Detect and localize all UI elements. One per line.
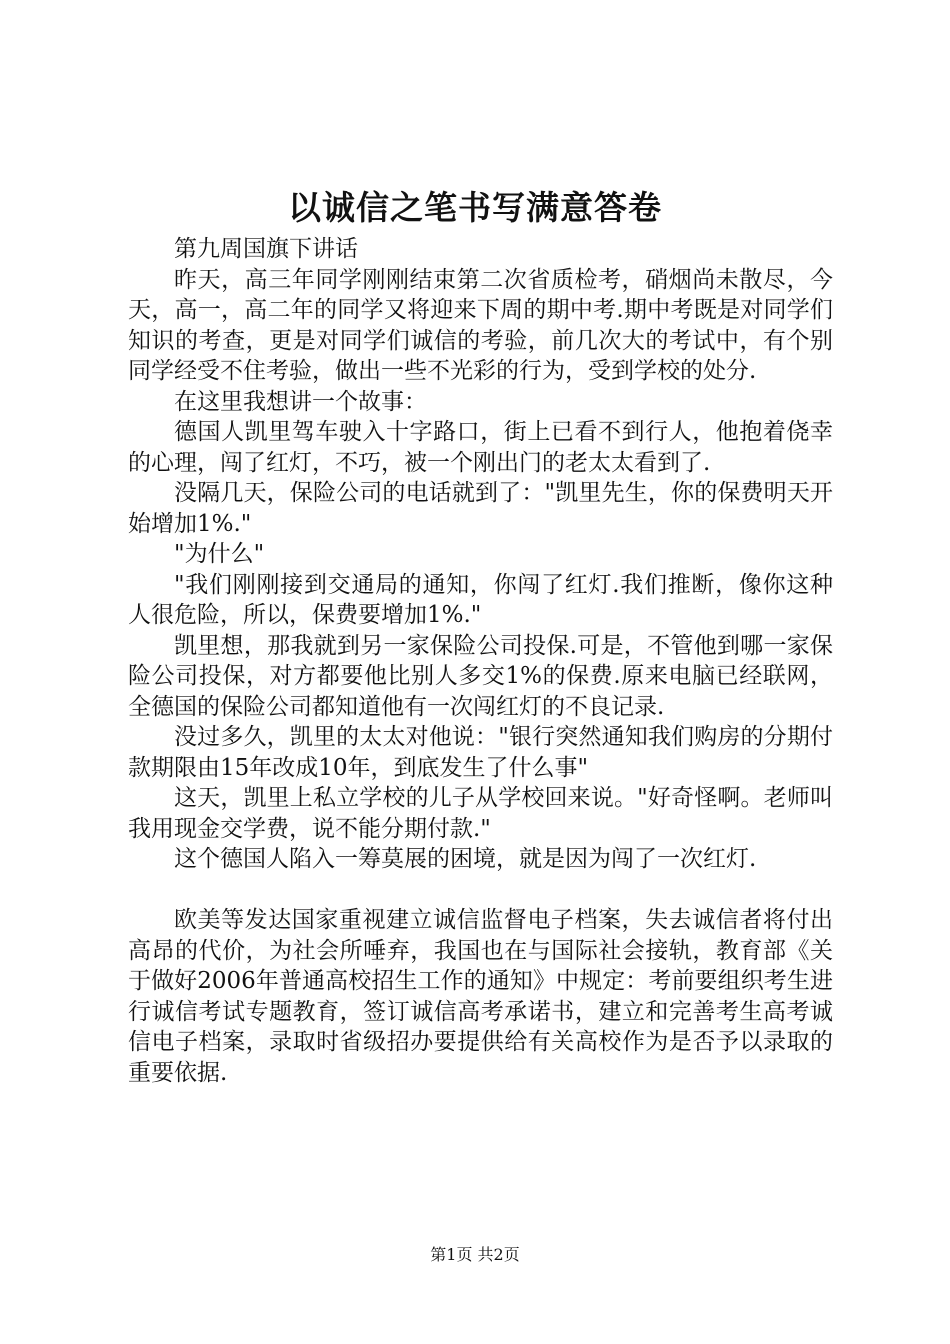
paragraph-story-intro: 在这里我想讲一个故事：: [174, 388, 427, 415]
paragraph-insurance-reason: "我们刚刚接到交通局的通知，你闯了红灯.我们推断，像你这种人很危险，所以，保费要增加1%.": [128, 571, 833, 628]
paragraph-school-fees: 这天，凯里上私立学校的儿子从学校回来说。"好奇怪啊。老师叫我用现金交学费，说不能分期付款.": [128, 785, 833, 842]
paragraph-bank-notice: 没过多久，凯里的太太对他说："银行突然通知我们购房的分期付款期限由15年改成10年，到底发生了什么事": [128, 724, 833, 781]
page-number-footer: 第1页 共2页: [430, 1245, 520, 1264]
paragraph-speech-heading: 第九周国旗下讲话: [174, 236, 358, 262]
paragraph-integrity-records: 欧美等发达国家重视建立诚信监督电子档案，失去诚信者将付出高昂的代价，为社会所唾弃，我国也在与国际社会接轨，教育部《关于做好2006年普通高校招生工作的通知》中规定：考前要组织考生进行诚信考试专题教育，签订诚信高考承诺书，建立和完善考生高考诚信电子档案，录取时省级招办要提供给有关高校作为是否予以录取的重要依据.: [128, 907, 833, 1086]
paragraph-insurance-call: 没隔几天，保险公司的电话就到了："凯里先生，你的保费明天开始增加1%.": [128, 480, 833, 537]
paragraph-story-conclusion: 这个德国人陷入一筹莫展的困境，就是因为闯了一次红灯.: [174, 846, 757, 872]
paragraph-spacer: [128, 875, 833, 906]
document-body: [128, 234, 833, 1088]
document-title: 以诚信之笔书写满意答卷: [288, 188, 662, 227]
paragraph-red-light: 德国人凯里驾车驶入十字路口，街上已看不到行人，他抱着侥幸的心理，闯了红灯，不巧，被一个刚出门的老太太看到了.: [128, 419, 833, 476]
paragraph-why: "为什么": [174, 541, 265, 567]
paragraph-other-insurers: 凯里想，那我就到另一家保险公司投保.可是，不管他到哪一家保险公司投保，对方都要他比别人多交1%的保费.原来电脑已经联网，全德国的保险公司都知道他有一次闯红灯的不良记录.: [128, 632, 833, 720]
paragraph-exam-intro: 昨天，高三年同学刚刚结束第二次省质检考，硝烟尚未散尽，今天，高一，高二年的同学又将迎来下周的期中考.期中考既是对同学们知识的考查，更是对同学们诚信的考验，前几次大的考试中，有个别同学经受不住考验，做出一些不光彩的行为，受到学校的处分.: [128, 266, 833, 384]
